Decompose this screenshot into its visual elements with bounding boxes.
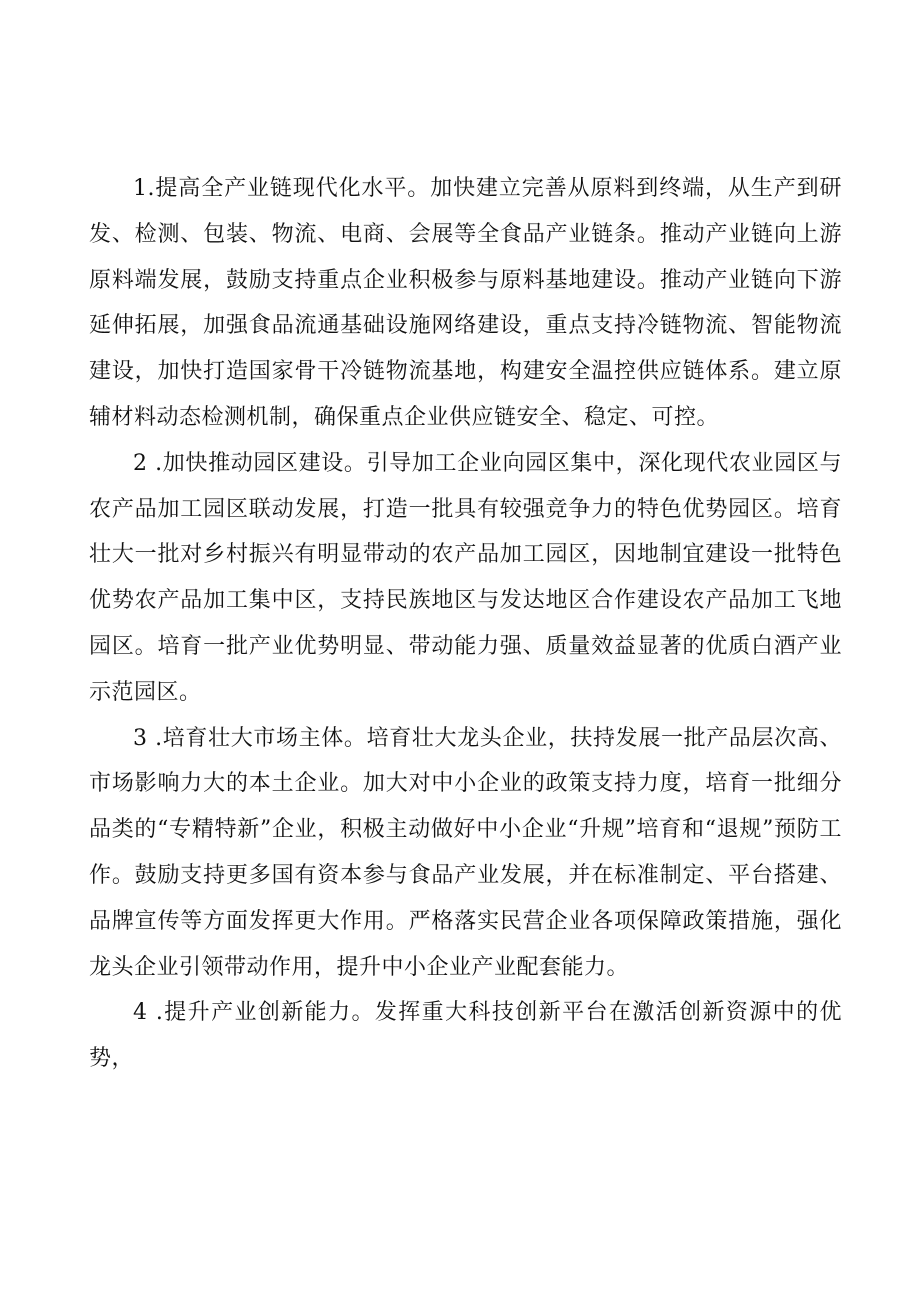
paragraph-3: 3 .培育壮大市场主体。培育壮大龙头企业，扶持发展一批产品层次高、市场影响力大的本土企业。加大对中小企业的政策支持力度，培育一批细分品类的“专精特新”企业，积极主动做好中小企业“升规”培育和“退规”预防工作。鼓励支持更多国有资本参与食品产业发展，并在标准制定、平台搭建、品牌宣传等方面发挥更大作用。严格落实民营企业各项保障政策措施，强化龙头企业引领带动作用，提升中小企业产业配套能力。 — [89, 725, 842, 980]
paragraph-2: 2 .加快推动园区建设。引导加工企业向园区集中，深化现代农业园区与农产品加工园区联动发展，打造一批具有较强竞争力的特色优势园区。培育壮大一批对乡村振兴有明显带动的农产品加工园区，因地制宜建设一批特色优势农产品加工集中区，支持民族地区与发达地区合作建设农产品加工飞地园区。培育一批产业优势明显、带动能力强、质量效益显著的优质白酒产业示范园区。 — [89, 450, 842, 705]
paragraph-1: 1.提高全产业链现代化水平。加快建立完善从原料到终端，从生产到研发、检测、包装、物流、电商、会展等全食品产业链条。推动产业链向上游原料端发展，鼓励支持重点企业积极参与原料基地建设。推动产业链向下游延伸拓展，加强食品流通基础设施网络建设，重点支持冷链物流、智能物流建设，加快打造国家骨干冷链物流基地，构建安全温控供应链体系。建立原辅材料动态检测机制，确保重点企业供应链安全、稳定、可控。 — [89, 176, 842, 430]
paragraph-4: 4 .提升产业创新能力。发挥重大科技创新平台在激活创新资源中的优势， — [89, 1000, 842, 1072]
document-body — [89, 166, 842, 1082]
